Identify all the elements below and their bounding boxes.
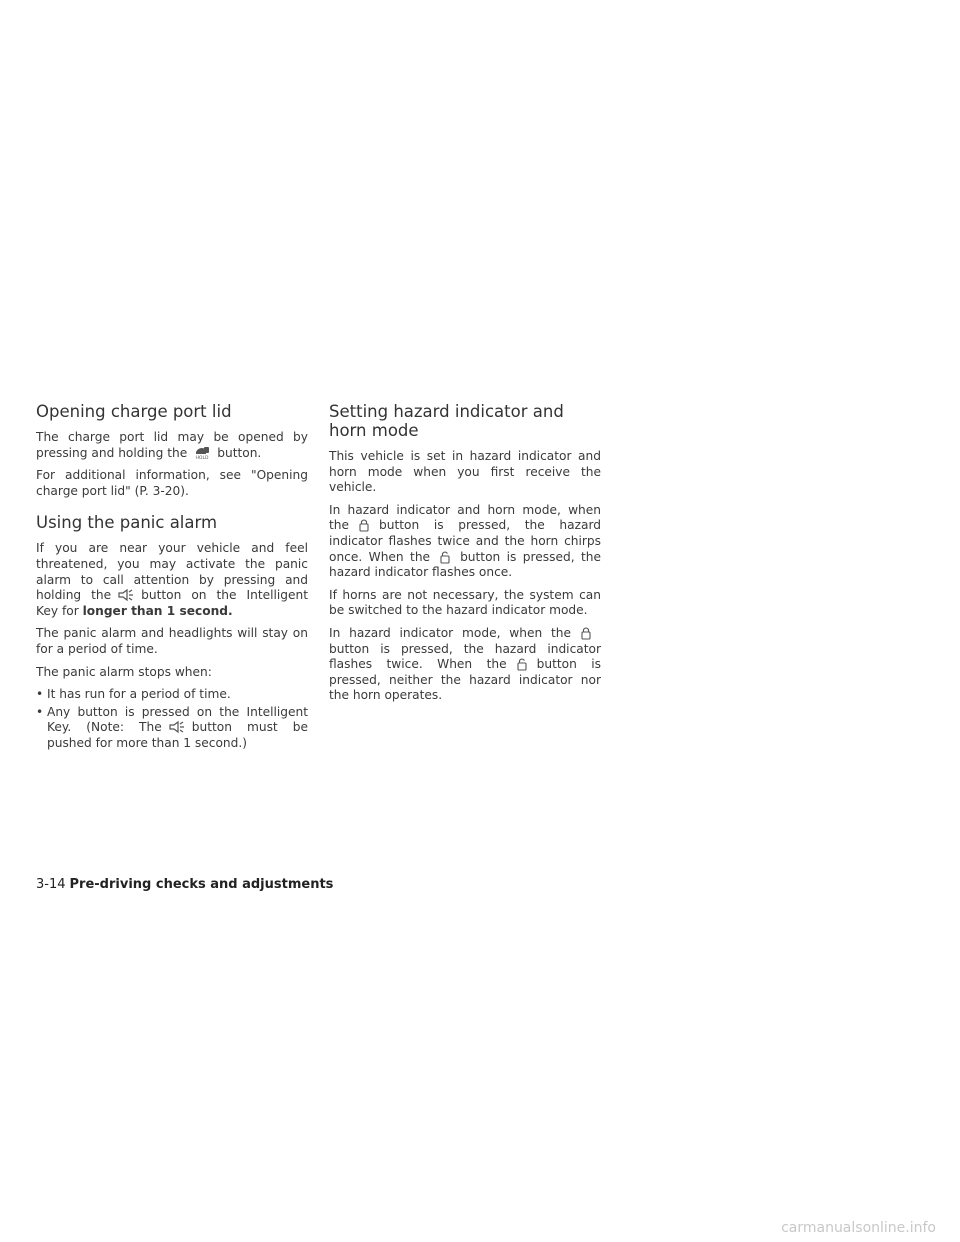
paragraph-hazard-mode: In hazard indicator mode, when the button is pressed, the hazard indicator flashes twice. When the button is pressed, neither the hazard indicator nor the horn operates. — [329, 625, 601, 703]
charge-port-hold-icon — [193, 446, 211, 460]
heading-panic-alarm: Using the panic alarm — [36, 513, 218, 533]
heading-hazard-horn-mode: Setting hazard indicator and horn mode — [329, 402, 564, 440]
panic-horn-icon — [168, 720, 186, 734]
paragraph-charge-port: The charge port lid may be opened by pressing and holding the HOLD button. — [36, 430, 308, 460]
panic-stop-list — [36, 687, 308, 751]
list-item: • Any button is pressed on the Intelligent Key. (Note: The button must be pushed for more than 1 second.) — [36, 704, 309, 750]
right-column — [329, 402, 601, 711]
paragraph-default-mode: This vehicle is set in hazard indicator and horn mode when you first receive the vehicle. — [329, 449, 601, 495]
paragraph-hazard-horn-mode: In hazard indicator and horn mode, when the button is pressed, the hazard indicator flashes twice and the horn chirps once. When the button is pressed, the hazard indicator flashes once. — [329, 502, 601, 580]
paragraph-switch-mode: If horns are not necessary, the system can be switched to the hazard indicator mode. — [329, 587, 601, 618]
heading-opening-charge-port-lid: Opening charge port lid — [36, 402, 232, 421]
list-item: • It has run for a period of time. — [36, 687, 231, 702]
page-footer — [36, 877, 333, 892]
left-column — [36, 402, 308, 754]
lock-icon — [577, 626, 595, 640]
unlock-icon — [513, 657, 531, 671]
paragraph-charge-port-reference: For additional information, see "Opening charge port lid" (P. 3-20). — [36, 468, 308, 498]
page-number: 3-14 — [36, 877, 66, 892]
unlock-icon — [436, 550, 454, 564]
watermark: carmanualsonline.info — [781, 1220, 936, 1236]
hold-label: HOLD — [195, 455, 209, 460]
panic-horn-icon — [117, 588, 135, 602]
lock-icon — [355, 518, 373, 532]
paragraph-panic-duration: The panic alarm and headlights will stay on for a period of time. — [36, 626, 308, 656]
paragraph-panic-intro: If you are near your vehicle and feel threatened, you may activate the panic alarm to call attention by pressing and holding the button on the Intelligent Key for longer than 1 second. — [36, 541, 309, 618]
section-title: Pre-driving checks and adjustments — [69, 877, 334, 892]
paragraph-panic-stops: The panic alarm stops when: — [36, 664, 212, 679]
